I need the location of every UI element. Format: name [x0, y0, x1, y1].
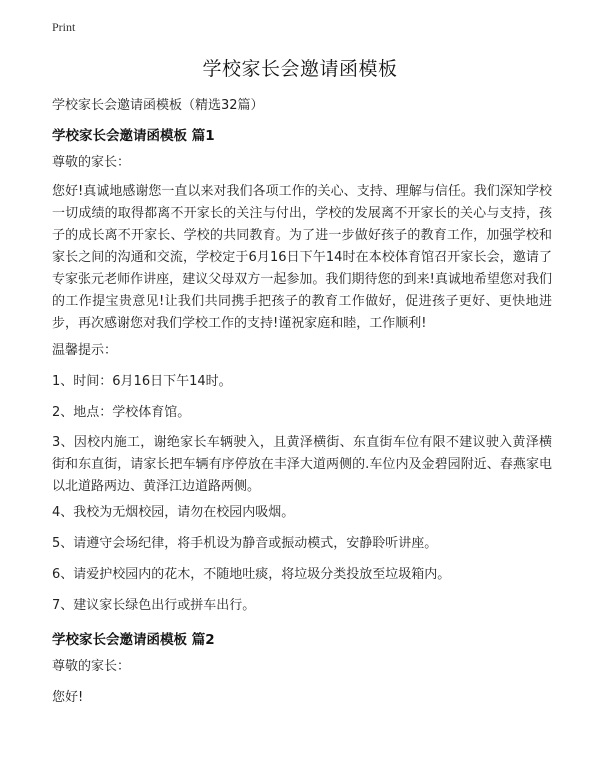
tips-heading: 温馨提示：: [52, 343, 118, 358]
tip-item-environment: 6、请爱护校园内的花木，不随地吐痰，将垃圾分类投放至垃圾箱内。: [52, 567, 451, 582]
print-label: Print: [52, 20, 76, 34]
tip-item-time: 1、时间：6月16日下午14时。: [52, 374, 232, 389]
tip-item-location: 2、地点：学校体育馆。: [52, 405, 191, 420]
salutation-1: 尊敬的家长：: [52, 155, 131, 170]
salutation-2: 尊敬的家长：: [52, 659, 131, 674]
tip-item-transport: 7、建议家长绿色出行或拼车出行。: [52, 598, 256, 613]
tip-item-smoking: 4、我校为无烟校园，请勿在校园内吸烟。: [52, 505, 295, 520]
page-title: 学校家长会邀请函模板: [202, 58, 398, 80]
section-heading-2: 学校家长会邀请函模板 篇2: [52, 632, 215, 648]
document-subtitle: 学校家长会邀请函模板（精选32篇）: [52, 98, 264, 113]
letter-body-1: 您好!真诚地感谢您一直以来对我们各项工作的关心、支持、理解与信任。我们深知学校一切成绩的取得都离不开家长的关注与付出，学校的发展离不开家长的关心与支持，孩子的成长离不开家长、学校的共同教育。为了进一步做好孩子的教育工作，加强学校和家长之间的沟通和交流，学校定于6月16日下午14时在本校体育馆召开家长会，邀请了专家张元老师作讲座，建议父母双方一起参加。我们期待您的到来!真诚地希望您对我们的工作提宝贵意见!让我们共同携手把孩子的教育工作做好，促进孩子更好、更快地进步，再次感谢您对我们学校工作的支持!谨祝家庭和睦，工作顺利!: [52, 184, 552, 331]
tip-item-discipline: 5、请遵守会场纪律，将手机设为静音或振动模式，安静聆听讲座。: [52, 536, 438, 551]
section-heading-1: 学校家长会邀请函模板 篇1: [52, 128, 215, 144]
greeting-2: 您好!: [52, 690, 84, 705]
tip-item-parking: 3、因校内施工，谢绝家长车辆驶入，且黄泽横街、东直街车位有限不建议驶入黄泽横街和东直街，请家长把车辆有序停放在丰泽大道两侧的.车位内及金碧园附近、春燕家电以北道路两边、黄泽江边道路两侧。: [52, 435, 552, 494]
